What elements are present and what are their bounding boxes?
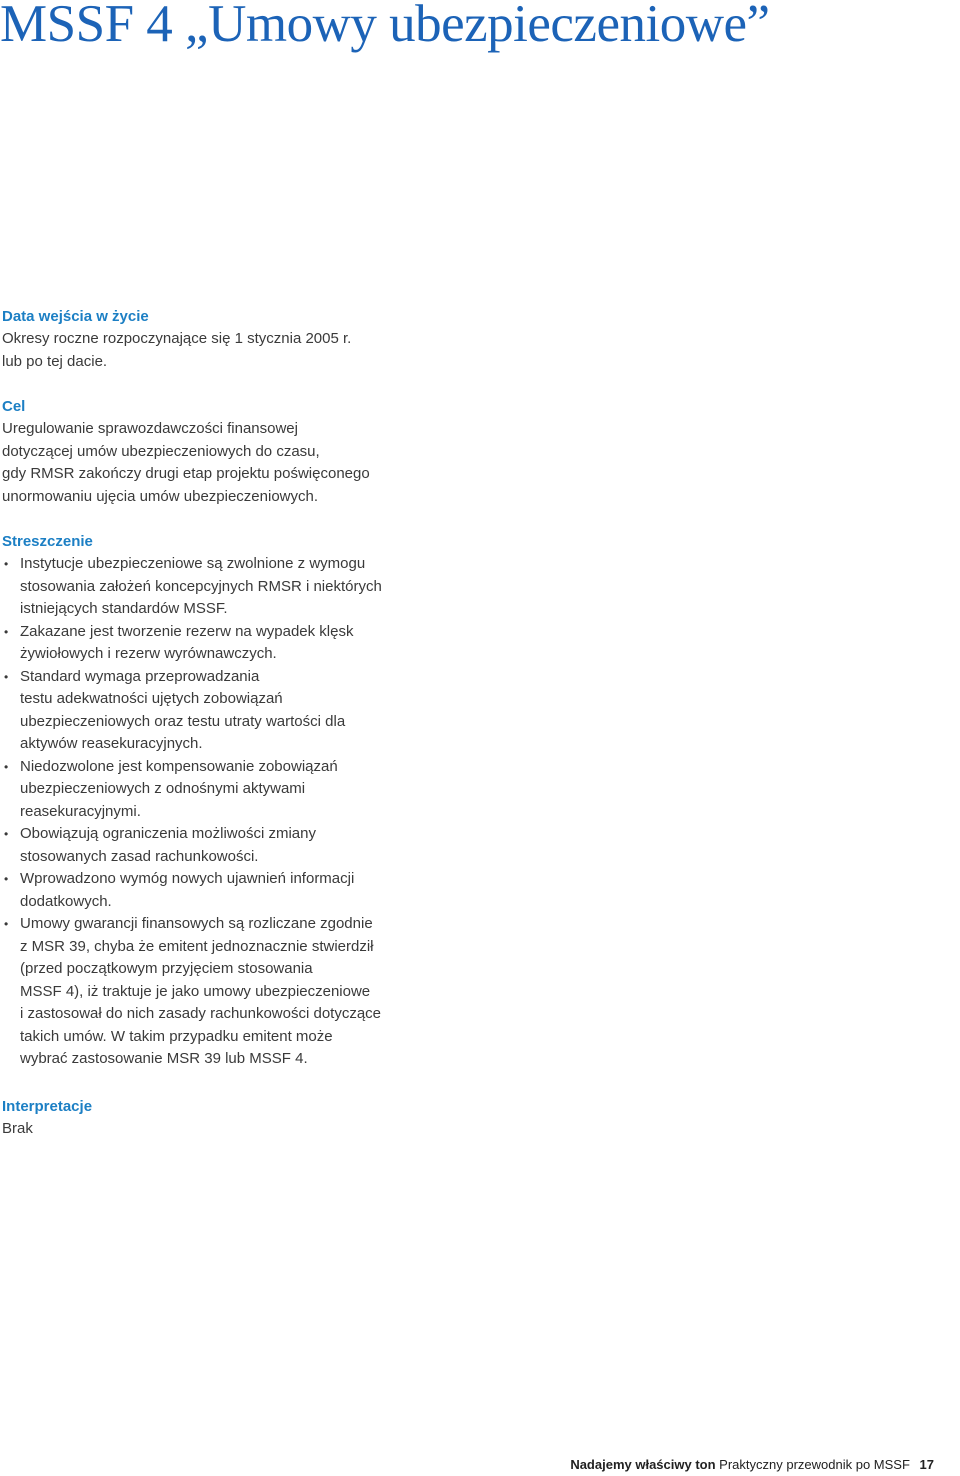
summary-bullet bbox=[2, 823, 462, 868]
section-heading-interpretations: Interpretacje bbox=[2, 1098, 93, 1115]
effective-date-line: lub po tej dacie. bbox=[2, 352, 108, 370]
objective-line: unormowaniu ujęcia umów ubezpieczeniowych. bbox=[2, 487, 319, 505]
bullet-line: Instytucje ubezpieczeniowe są zwolnione z wymogu bbox=[20, 555, 366, 572]
effective-date-line: Okresy roczne rozpoczynające się 1 stycznia 2005 r. bbox=[2, 330, 352, 347]
page-footer bbox=[570, 1456, 934, 1474]
bullet-line: dodatkowych. bbox=[20, 892, 112, 910]
bullet-line: testu adekwatności ujętych zobowiązań bbox=[20, 690, 283, 707]
summary-bullet bbox=[2, 756, 462, 824]
bullet-line: ubezpieczeniowych z odnośnymi aktywami bbox=[20, 780, 306, 797]
bullet-line: aktywów reasekuracyjnych. bbox=[20, 735, 203, 752]
bullet-icon: • bbox=[4, 759, 9, 774]
bullet-icon: • bbox=[4, 827, 9, 841]
effective-date-text bbox=[2, 328, 462, 373]
objective-line: Uregulowanie sprawozdawczości finansowej bbox=[2, 420, 298, 437]
footer-publication-subtitle: Praktyczny przewodnik po MSSF bbox=[719, 1457, 910, 1472]
bullet-line: (przed początkowym przyjęciem stosowania bbox=[20, 960, 313, 977]
bullet-line: Standard wymaga przeprowadzania bbox=[20, 667, 260, 685]
bullet-line: Wprowadzono wymóg nowych ujawnień informacji bbox=[20, 870, 355, 887]
bullet-icon: • bbox=[4, 872, 9, 886]
bullet-line: Niedozwolone jest kompensowanie zobowiązań bbox=[20, 757, 338, 775]
summary-bullet bbox=[2, 621, 462, 666]
summary-bullet bbox=[2, 666, 462, 756]
bullet-line: takich umów. W takim przypadku emitent może bbox=[20, 1027, 333, 1045]
bullet-line: istniejących standardów MSSF. bbox=[20, 600, 228, 617]
section-summary bbox=[2, 531, 462, 1071]
section-interpretations bbox=[2, 1096, 462, 1141]
section-heading-objective: Cel bbox=[2, 398, 26, 415]
objective-text bbox=[2, 418, 462, 508]
bullet-icon: • bbox=[4, 917, 9, 931]
bullet-line: ubezpieczeniowych oraz testu utraty wartości dla bbox=[20, 712, 346, 730]
summary-bullet-list bbox=[2, 553, 462, 1071]
page-title: MSSF 4 „Umowy ubezpieczeniowe” bbox=[0, 0, 770, 53]
bullet-line: Zakazane jest tworzenie rezerw na wypadek klęsk bbox=[20, 622, 354, 640]
bullet-line: reasekuracyjnymi. bbox=[20, 802, 141, 820]
bullet-icon: • bbox=[4, 669, 9, 684]
summary-bullet bbox=[2, 913, 462, 1071]
section-effective-date bbox=[2, 306, 462, 373]
bullet-icon: • bbox=[4, 557, 9, 571]
bullet-line: MSSF 4), iż traktuje je jako umowy ubezpieczeniowe bbox=[20, 982, 371, 1000]
section-heading-effective-date: Data wejścia w życie bbox=[2, 308, 149, 325]
summary-bullet bbox=[2, 868, 462, 913]
section-objective bbox=[2, 396, 462, 508]
objective-line: dotyczącej umów ubezpieczeniowych do czasu, bbox=[2, 442, 320, 460]
footer-publication-title: Nadajemy właściwy ton bbox=[570, 1457, 716, 1472]
page-number: 17 bbox=[919, 1457, 934, 1472]
objective-line: gdy RMSR zakończy drugi etap projektu poświęconego bbox=[2, 465, 370, 482]
summary-bullet bbox=[2, 553, 462, 621]
bullet-line: Obowiązują ograniczenia możliwości zmiany bbox=[20, 825, 316, 842]
bullet-line: stosowanych zasad rachunkowości. bbox=[20, 847, 259, 865]
bullet-line: z MSR 39, chyba że emitent jednoznacznie stwierdził bbox=[20, 937, 374, 955]
bullet-line: Umowy gwarancji finansowych są rozliczane zgodnie bbox=[20, 915, 373, 932]
section-heading-summary: Streszczenie bbox=[2, 533, 93, 550]
bullet-icon: • bbox=[4, 624, 9, 639]
bullet-line: wybrać zastosowanie MSR 39 lub MSSF 4. bbox=[20, 1050, 308, 1067]
bullet-line: stosowania założeń koncepcyjnych RMSR i niektórych bbox=[20, 577, 382, 595]
interpretations-text: Brak bbox=[2, 1120, 33, 1137]
bullet-line: i zastosował do nich zasady rachunkowości dotyczące bbox=[20, 1005, 382, 1022]
bullet-line: żywiołowych i rezerw wyrównawczych. bbox=[20, 645, 277, 662]
